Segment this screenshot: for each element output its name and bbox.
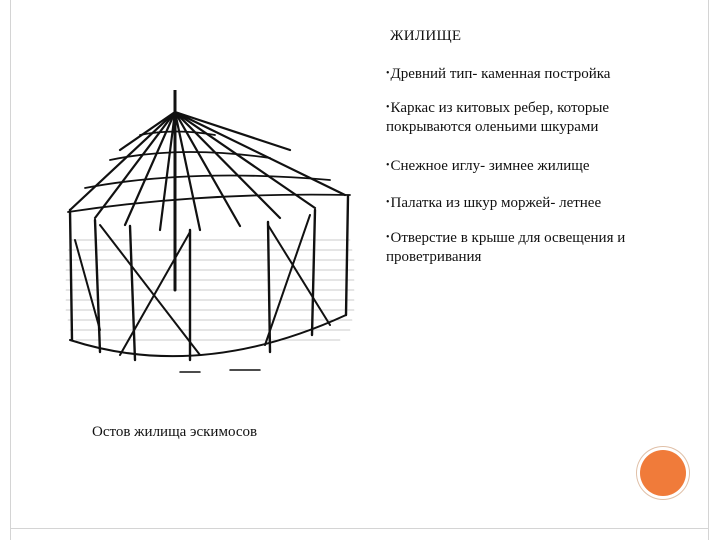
bullet-marker: •: [386, 197, 390, 208]
wall-posts: [70, 196, 348, 360]
slide-border-bottom: [10, 528, 709, 529]
slide-border-right: [708, 0, 709, 540]
accent-circle: [640, 450, 686, 496]
bullet-text: Снежное иглу- зимнее жилище: [390, 158, 590, 174]
dwelling-frame-drawing: [40, 90, 380, 390]
slide-title: ЖИЛИЩЕ: [390, 28, 462, 44]
bullet-marker: •: [386, 68, 390, 79]
bullet-text: Палатка из шкур моржей- летнее: [390, 195, 602, 211]
bullet-text: Древний тип- каменная постройка: [390, 66, 611, 82]
slide-border-left: [10, 0, 11, 540]
bullet-item: [386, 156, 696, 176]
roof-ribs: [70, 112, 345, 230]
wall-braces: [75, 215, 330, 355]
bullet-item: [386, 64, 696, 84]
bullet-item: [386, 98, 696, 137]
bullet-marker: •: [386, 232, 390, 243]
bullet-marker: •: [386, 102, 390, 113]
bullet-text: Отверстие в крыше для освещения и проветривания: [386, 230, 626, 265]
bullet-text: Каркас из китовых ребер, которые покрываются оленьими шкурами: [386, 100, 610, 135]
bullet-marker: •: [386, 160, 390, 171]
base-rim: [70, 315, 346, 356]
ground-marks: [180, 370, 260, 372]
bullet-item: [386, 193, 696, 213]
image-caption: Остов жилища эскимосов: [92, 424, 258, 440]
bullet-item: [386, 228, 696, 267]
ground-hatch: [66, 240, 354, 340]
